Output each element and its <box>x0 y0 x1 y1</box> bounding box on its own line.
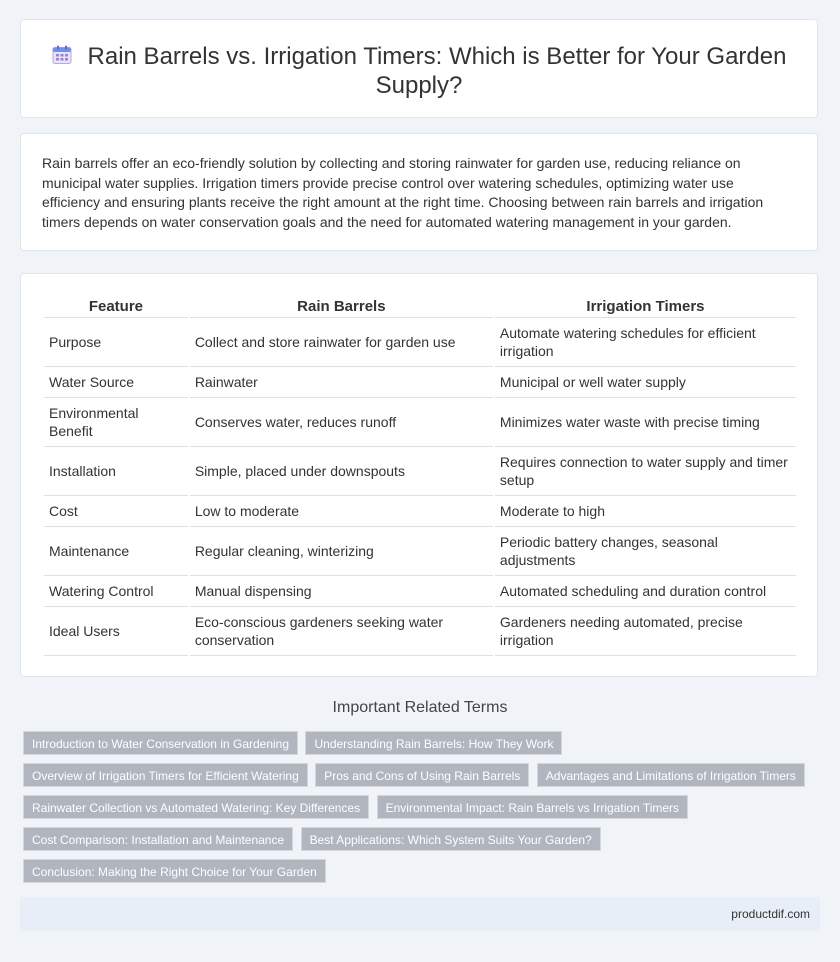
table-cell: Ideal Users <box>44 607 188 656</box>
related-term-tag[interactable]: Environmental Impact: Rain Barrels vs Irrigation Timers <box>377 795 688 819</box>
table-cell: Simple, placed under downspouts <box>190 447 493 496</box>
comparison-card <box>20 273 818 677</box>
related-term-tag[interactable]: Cost Comparison: Installation and Maintenance <box>23 827 293 851</box>
footer-site-link[interactable]: productdif.com <box>731 907 810 921</box>
table-cell: Watering Control <box>44 576 188 607</box>
related-terms-heading: Important Related Terms <box>332 699 508 716</box>
table-row <box>44 496 796 527</box>
related-term-tag[interactable]: Conclusion: Making the Right Choice for Your Garden <box>23 859 326 883</box>
table-cell: Automated scheduling and duration control <box>495 576 796 607</box>
table-cell: Conserves water, reduces runoff <box>190 398 493 447</box>
page-title-row <box>21 42 817 100</box>
related-term-tag[interactable]: Understanding Rain Barrels: How They Work <box>305 731 562 755</box>
related-term-tag[interactable]: Best Applications: Which System Suits Your Garden? <box>301 827 601 851</box>
table-row <box>44 318 796 367</box>
table-row <box>44 576 796 607</box>
table-cell: Manual dispensing <box>190 576 493 607</box>
related-terms-list <box>23 731 813 891</box>
comparison-table <box>42 296 798 656</box>
table-cell: Requires connection to water supply and timer setup <box>495 447 796 496</box>
table-row <box>44 367 796 398</box>
related-term-tag[interactable]: Introduction to Water Conservation in Gardening <box>23 731 298 755</box>
table-cell: Low to moderate <box>190 496 493 527</box>
related-term-tag[interactable]: Advantages and Limitations of Irrigation Timers <box>537 763 805 787</box>
table-cell: Cost <box>44 496 188 527</box>
table-cell: Eco-conscious gardeners seeking water conservation <box>190 607 493 656</box>
table-cell: Installation <box>44 447 188 496</box>
table-row <box>44 527 796 576</box>
table-cell: Automate watering schedules for efficient irrigation <box>495 318 796 367</box>
intro-paragraph: Rain barrels offer an eco-friendly solution by collecting and storing rainwater for garden use, reducing reliance on municipal water supplies. Irrigation timers provide precise control over watering schedules, optimizing water use efficiency and ensuring plants receive the right amount at the right time. Choosing between rain barrels and irrigation timers depends on water conservation goals and the need for automated watering management in your garden. <box>42 155 764 230</box>
table-cell: Rainwater <box>190 367 493 398</box>
header-rain-barrels: Rain Barrels <box>190 296 493 318</box>
intro-card <box>20 133 818 251</box>
table-cell: Minimizes water waste with precise timing <box>495 398 796 447</box>
table-header-row <box>44 296 796 318</box>
table-cell: Regular cleaning, winterizing <box>190 527 493 576</box>
table-row <box>44 398 796 447</box>
related-term-tag[interactable]: Overview of Irrigation Timers for Efficient Watering <box>23 763 308 787</box>
table-cell: Purpose <box>44 318 188 367</box>
title-card <box>20 19 818 118</box>
table-cell: Water Source <box>44 367 188 398</box>
table-cell: Collect and store rainwater for garden use <box>190 318 493 367</box>
table-cell: Municipal or well water supply <box>495 367 796 398</box>
header-irrigation-timers: Irrigation Timers <box>495 296 796 318</box>
footer <box>20 897 820 931</box>
table-cell: Maintenance <box>44 527 188 576</box>
table-cell: Environmental Benefit <box>44 398 188 447</box>
header-feature: Feature <box>44 296 188 318</box>
related-term-tag[interactable]: Rainwater Collection vs Automated Watering: Key Differences <box>23 795 369 819</box>
table-cell: Moderate to high <box>495 496 796 527</box>
calendar-icon <box>52 45 72 65</box>
related-term-tag[interactable]: Pros and Cons of Using Rain Barrels <box>315 763 529 787</box>
table-cell: Periodic battery changes, seasonal adjustments <box>495 527 796 576</box>
page-title: Rain Barrels vs. Irrigation Timers: Which is Better for Your Garden Supply? <box>87 43 787 99</box>
table-cell: Gardeners needing automated, precise irrigation <box>495 607 796 656</box>
table-row <box>44 447 796 496</box>
table-row <box>44 607 796 656</box>
